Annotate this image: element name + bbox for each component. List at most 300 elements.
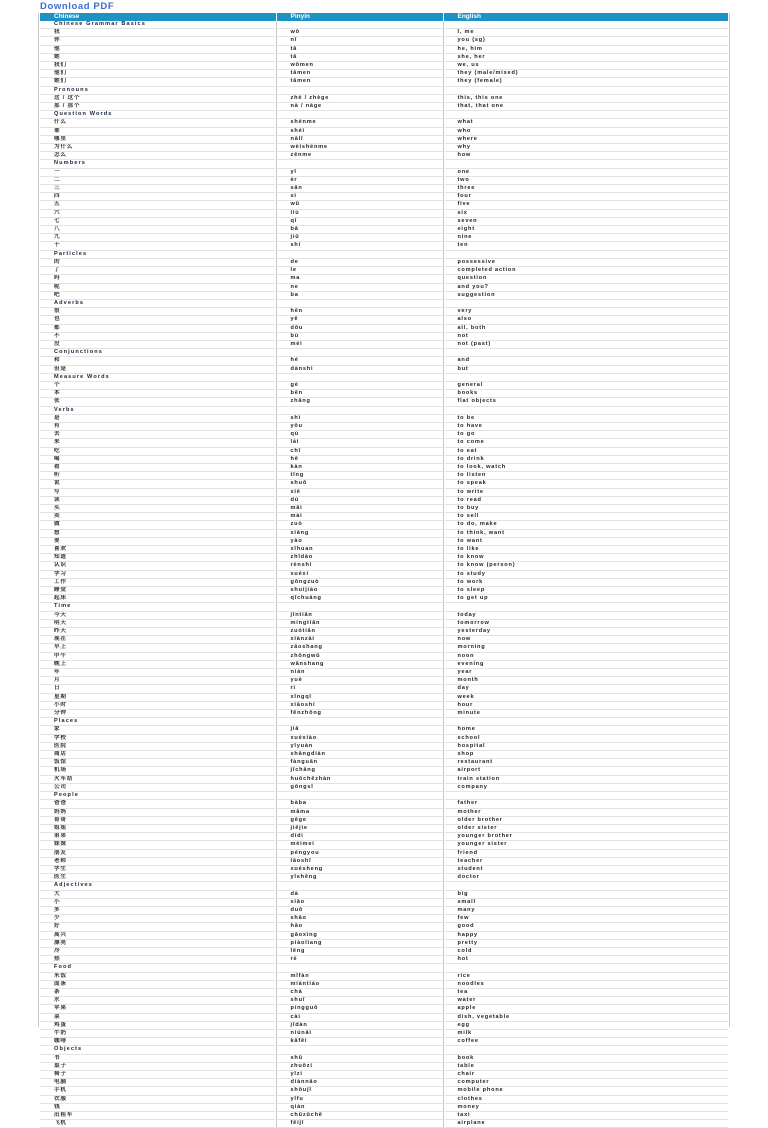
pinyin-cell: fēnzhōng xyxy=(276,710,443,718)
table-row xyxy=(40,86,728,94)
header-row xyxy=(40,13,728,21)
english-cell: not (past) xyxy=(443,340,728,348)
table-row xyxy=(40,217,728,225)
pinyin-cell: wèishénme xyxy=(276,144,443,152)
chinese-cell: 菜 xyxy=(40,1013,276,1021)
chinese-cell: 昨天 xyxy=(40,628,276,636)
pinyin-cell: yīyuàn xyxy=(276,742,443,750)
table-row xyxy=(40,546,728,554)
table-row xyxy=(40,422,728,430)
english-cell: what xyxy=(443,119,728,127)
chinese-cell: 朋友 xyxy=(40,849,276,857)
english-cell: to know xyxy=(443,554,728,562)
english-cell: you (sg) xyxy=(443,37,728,45)
pinyin-cell: cài xyxy=(276,1013,443,1021)
chinese-cell: 睡觉 xyxy=(40,587,276,595)
pinyin-cell xyxy=(276,373,443,381)
english-cell: ten xyxy=(443,242,728,250)
pinyin-cell: tā xyxy=(276,45,443,53)
table-row xyxy=(40,931,728,939)
english-cell: now xyxy=(443,636,728,644)
pinyin-cell: diànnǎo xyxy=(276,1079,443,1087)
chinese-cell: 为什么 xyxy=(40,144,276,152)
pinyin-cell: dōu xyxy=(276,324,443,332)
english-cell: seven xyxy=(443,217,728,225)
pinyin-cell: zhōngwǔ xyxy=(276,652,443,660)
table-row xyxy=(40,275,728,283)
table-row xyxy=(40,906,728,914)
english-cell: to work xyxy=(443,578,728,586)
table-row xyxy=(40,78,728,86)
table-row xyxy=(40,1046,728,1054)
pinyin-cell: bàba xyxy=(276,800,443,808)
pinyin-cell: yī xyxy=(276,168,443,176)
chinese-cell: 吗 xyxy=(40,275,276,283)
english-cell: possessive xyxy=(443,258,728,266)
pinyin-cell: xǐhuan xyxy=(276,546,443,554)
chinese-cell: 学校 xyxy=(40,734,276,742)
english-cell: company xyxy=(443,783,728,791)
pinyin-cell xyxy=(276,299,443,307)
pinyin-cell: tāmen xyxy=(276,78,443,86)
chinese-cell: 三 xyxy=(40,185,276,193)
chinese-cell: 的 xyxy=(40,258,276,266)
table-row xyxy=(40,381,728,389)
english-cell: three xyxy=(443,185,728,193)
pinyin-cell: yǒu xyxy=(276,422,443,430)
table-row xyxy=(40,152,728,160)
chinese-cell: 学生 xyxy=(40,865,276,873)
pinyin-cell: jiā xyxy=(276,726,443,734)
chinese-cell: 本 xyxy=(40,390,276,398)
english-cell: hot xyxy=(443,956,728,964)
english-cell: small xyxy=(443,898,728,906)
table-row xyxy=(40,554,728,562)
pinyin-cell: qǐchuáng xyxy=(276,595,443,603)
chinese-cell: 饭馆 xyxy=(40,759,276,767)
table-row xyxy=(40,808,728,816)
chinese-cell: 要 xyxy=(40,537,276,545)
pinyin-cell xyxy=(276,21,443,29)
chinese-cell: Adverbs xyxy=(40,299,276,307)
chinese-cell: 中午 xyxy=(40,652,276,660)
english-cell: friend xyxy=(443,849,728,857)
pinyin-cell: wǒmen xyxy=(276,62,443,70)
english-cell: pretty xyxy=(443,939,728,947)
english-cell: who xyxy=(443,127,728,135)
english-cell: to look, watch xyxy=(443,463,728,471)
table-row xyxy=(40,562,728,570)
chinese-cell: 钱 xyxy=(40,1103,276,1111)
english-cell: month xyxy=(443,677,728,685)
table-row xyxy=(40,226,728,234)
table-row xyxy=(40,201,728,209)
chinese-cell: 公司 xyxy=(40,783,276,791)
english-cell xyxy=(443,882,728,890)
pinyin-cell xyxy=(276,882,443,890)
chinese-cell: 什么 xyxy=(40,119,276,127)
english-cell: to study xyxy=(443,570,728,578)
pinyin-cell: yǐzi xyxy=(276,1071,443,1079)
table-row xyxy=(40,1079,728,1087)
pinyin-cell xyxy=(276,792,443,800)
table-row xyxy=(40,980,728,988)
pinyin-cell: ne xyxy=(276,283,443,291)
table-row xyxy=(40,603,728,611)
table-row xyxy=(40,209,728,217)
pinyin-cell xyxy=(276,603,443,611)
chinese-cell: 六 xyxy=(40,209,276,217)
table-header xyxy=(40,13,728,21)
pinyin-cell: qī xyxy=(276,217,443,225)
table-row xyxy=(40,406,728,414)
table-row xyxy=(40,923,728,931)
table-row xyxy=(40,1005,728,1013)
pinyin-cell: māma xyxy=(276,808,443,816)
chinese-cell: 听 xyxy=(40,472,276,480)
table-row xyxy=(40,21,728,29)
english-cell: all, both xyxy=(443,324,728,332)
table-row xyxy=(40,258,728,266)
pinyin-cell: hé xyxy=(276,357,443,365)
pinyin-cell: xuéxiào xyxy=(276,734,443,742)
chinese-cell: 我 xyxy=(40,29,276,37)
chinese-cell: 姐姐 xyxy=(40,824,276,832)
chinese-cell: 呢 xyxy=(40,283,276,291)
pinyin-cell xyxy=(276,111,443,119)
table-row xyxy=(40,595,728,603)
pinyin-cell: shì xyxy=(276,414,443,422)
chinese-cell: 吃 xyxy=(40,447,276,455)
table-row xyxy=(40,874,728,882)
chinese-cell: 没 xyxy=(40,340,276,348)
pinyin-cell: gōngsī xyxy=(276,783,443,791)
chinese-cell: 你 xyxy=(40,37,276,45)
table-row xyxy=(40,956,728,964)
table-row xyxy=(40,349,728,357)
table-row xyxy=(40,619,728,627)
pinyin-cell: zǎoshang xyxy=(276,644,443,652)
chinese-cell: 日 xyxy=(40,685,276,693)
pinyin-cell: rènshi xyxy=(276,562,443,570)
english-cell: computer xyxy=(443,1079,728,1087)
english-cell: we, us xyxy=(443,62,728,70)
table-row xyxy=(40,332,728,340)
pinyin-cell: xīngqī xyxy=(276,693,443,701)
english-cell: school xyxy=(443,734,728,742)
english-cell: this, this one xyxy=(443,94,728,102)
english-cell: minute xyxy=(443,710,728,718)
english-cell: older sister xyxy=(443,824,728,832)
table-row xyxy=(40,340,728,348)
table-row xyxy=(40,898,728,906)
chinese-cell: 衣服 xyxy=(40,1095,276,1103)
chinese-cell: 四 xyxy=(40,193,276,201)
table-row xyxy=(40,316,728,324)
table-row xyxy=(40,1029,728,1037)
chinese-cell: Pronouns xyxy=(40,86,276,94)
chinese-cell: 火车站 xyxy=(40,775,276,783)
table-row xyxy=(40,1095,728,1103)
chinese-cell: 七 xyxy=(40,217,276,225)
pinyin-cell: rè xyxy=(276,956,443,964)
english-cell xyxy=(443,406,728,414)
chinese-cell: 一 xyxy=(40,168,276,176)
pinyin-cell: sì xyxy=(276,193,443,201)
english-cell: dish, vegetable xyxy=(443,1013,728,1021)
chinese-cell: 吧 xyxy=(40,291,276,299)
chinese-cell: 妈妈 xyxy=(40,808,276,816)
english-cell xyxy=(443,111,728,119)
pinyin-cell: liù xyxy=(276,209,443,217)
pinyin-cell: míngtiān xyxy=(276,619,443,627)
pinyin-cell: shū xyxy=(276,1054,443,1062)
pinyin-cell: xiǎo xyxy=(276,898,443,906)
pinyin-cell xyxy=(276,406,443,414)
table-row xyxy=(40,841,728,849)
chinese-cell: 学习 xyxy=(40,570,276,578)
english-cell xyxy=(443,373,728,381)
table-row xyxy=(40,119,728,127)
chinese-cell: 看 xyxy=(40,463,276,471)
pinyin-cell: chūzūchē xyxy=(276,1112,443,1120)
table-row xyxy=(40,463,728,471)
table-row xyxy=(40,94,728,102)
table-row xyxy=(40,882,728,890)
english-cell: to speak xyxy=(443,480,728,488)
english-cell: question xyxy=(443,275,728,283)
english-cell: to eat xyxy=(443,447,728,455)
english-cell xyxy=(443,250,728,258)
table-row xyxy=(40,537,728,545)
chinese-cell: 知道 xyxy=(40,554,276,562)
english-cell: clothes xyxy=(443,1095,728,1103)
table-row xyxy=(40,816,728,824)
table-row xyxy=(40,529,728,537)
pinyin-cell: duō xyxy=(276,906,443,914)
pinyin-cell: tā xyxy=(276,53,443,61)
english-cell: mobile phone xyxy=(443,1087,728,1095)
english-cell: to have xyxy=(443,422,728,430)
table-row xyxy=(40,176,728,184)
chinese-cell: Food xyxy=(40,964,276,972)
chinese-cell: 不 xyxy=(40,332,276,340)
table-row xyxy=(40,447,728,455)
english-cell: water xyxy=(443,997,728,1005)
english-cell: today xyxy=(443,611,728,619)
pinyin-cell: mài xyxy=(276,513,443,521)
chinese-cell: 分钟 xyxy=(40,710,276,718)
header-english: English xyxy=(443,13,728,21)
chinese-cell: 卖 xyxy=(40,513,276,521)
table-row xyxy=(40,513,728,521)
english-cell: train station xyxy=(443,775,728,783)
english-cell: taxi xyxy=(443,1112,728,1120)
table-row xyxy=(40,1112,728,1120)
chinese-cell: 大 xyxy=(40,890,276,898)
pinyin-cell xyxy=(276,964,443,972)
chinese-cell: 想 xyxy=(40,529,276,537)
chinese-cell: 谁 xyxy=(40,127,276,135)
table-row xyxy=(40,578,728,586)
pinyin-cell: wǎnshang xyxy=(276,660,443,668)
pinyin-cell: běn xyxy=(276,390,443,398)
chinese-cell: 来 xyxy=(40,439,276,447)
english-cell: hospital xyxy=(443,742,728,750)
english-cell: tea xyxy=(443,988,728,996)
pinyin-cell: mǐfàn xyxy=(276,972,443,980)
table-row xyxy=(40,628,728,636)
english-cell: but xyxy=(443,365,728,373)
pinyin-cell: huǒchēzhàn xyxy=(276,775,443,783)
english-cell: how xyxy=(443,152,728,160)
pinyin-cell: shǎo xyxy=(276,915,443,923)
chinese-cell: 八 xyxy=(40,226,276,234)
table-row xyxy=(40,849,728,857)
chinese-cell: People xyxy=(40,792,276,800)
pinyin-cell: dìdi xyxy=(276,833,443,841)
table-row xyxy=(40,521,728,529)
pinyin-cell: wǒ xyxy=(276,29,443,37)
english-cell: teacher xyxy=(443,857,728,865)
english-cell: to want xyxy=(443,537,728,545)
pinyin-cell: dà xyxy=(276,890,443,898)
table-row xyxy=(40,1062,728,1070)
table-row xyxy=(40,193,728,201)
english-cell: to drink xyxy=(443,455,728,463)
chinese-cell: 她 xyxy=(40,53,276,61)
pinyin-cell: yě xyxy=(276,316,443,324)
table-row xyxy=(40,939,728,947)
english-cell: airplane xyxy=(443,1120,728,1128)
vocabulary-sheet xyxy=(38,13,730,1127)
table-row xyxy=(40,988,728,996)
pinyin-cell: shuǐ xyxy=(276,997,443,1005)
pinyin-cell: shuìjiào xyxy=(276,587,443,595)
chinese-cell: 月 xyxy=(40,677,276,685)
chinese-cell: 多 xyxy=(40,906,276,914)
english-cell: cold xyxy=(443,947,728,955)
english-cell: not xyxy=(443,332,728,340)
english-cell: two xyxy=(443,176,728,184)
table-row xyxy=(40,759,728,767)
pinyin-cell: tīng xyxy=(276,472,443,480)
pinyin-cell: zhè / zhège xyxy=(276,94,443,102)
pinyin-cell: píngguǒ xyxy=(276,1005,443,1013)
table-row xyxy=(40,742,728,750)
chinese-cell: 出租车 xyxy=(40,1112,276,1120)
english-cell: coffee xyxy=(443,1038,728,1046)
english-cell: morning xyxy=(443,644,728,652)
pinyin-cell: shénme xyxy=(276,119,443,127)
pinyin-cell: xuéxí xyxy=(276,570,443,578)
pinyin-cell: dú xyxy=(276,496,443,504)
table-row xyxy=(40,890,728,898)
chinese-cell: 椅子 xyxy=(40,1071,276,1079)
table-row xyxy=(40,324,728,332)
table-row xyxy=(40,660,728,668)
table-row xyxy=(40,267,728,275)
chinese-cell: 年 xyxy=(40,669,276,677)
pinyin-cell: jiějie xyxy=(276,824,443,832)
english-cell: to know (person) xyxy=(443,562,728,570)
chinese-cell: 老师 xyxy=(40,857,276,865)
table-row xyxy=(40,62,728,70)
pinyin-cell: ma xyxy=(276,275,443,283)
chinese-cell: 现在 xyxy=(40,636,276,644)
table-row xyxy=(40,431,728,439)
english-cell: mother xyxy=(443,808,728,816)
download-pdf-link[interactable]: Download PDF xyxy=(40,1,115,12)
english-cell xyxy=(443,349,728,357)
pinyin-cell: jīdàn xyxy=(276,1021,443,1029)
chinese-cell: 医生 xyxy=(40,874,276,882)
table-row xyxy=(40,636,728,644)
english-cell xyxy=(443,86,728,94)
english-cell: very xyxy=(443,308,728,316)
table-row xyxy=(40,488,728,496)
english-cell: they (male/mixed) xyxy=(443,70,728,78)
table-row xyxy=(40,792,728,800)
table-row xyxy=(40,734,728,742)
table-row xyxy=(40,611,728,619)
pinyin-cell: ba xyxy=(276,291,443,299)
english-cell: many xyxy=(443,906,728,914)
english-cell: to sell xyxy=(443,513,728,521)
pinyin-cell: yīshēng xyxy=(276,874,443,882)
pinyin-cell: nǐ xyxy=(276,37,443,45)
table-row xyxy=(40,1013,728,1021)
chinese-cell: Verbs xyxy=(40,406,276,414)
table-row xyxy=(40,135,728,143)
chinese-cell: 有 xyxy=(40,422,276,430)
pinyin-cell: hǎo xyxy=(276,923,443,931)
table-row xyxy=(40,455,728,463)
chinese-cell: 去 xyxy=(40,431,276,439)
chinese-cell: 他 xyxy=(40,45,276,53)
table-row xyxy=(40,53,728,61)
pinyin-cell: xiǎoshí xyxy=(276,701,443,709)
chinese-cell: 热 xyxy=(40,956,276,964)
table-row xyxy=(40,127,728,135)
english-cell: few xyxy=(443,915,728,923)
table-row xyxy=(40,947,728,955)
chinese-cell: 少 xyxy=(40,915,276,923)
table-row xyxy=(40,865,728,873)
table-row xyxy=(40,775,728,783)
chinese-cell: 我们 xyxy=(40,62,276,70)
pinyin-cell: zuò xyxy=(276,521,443,529)
chinese-cell: 做 xyxy=(40,521,276,529)
chinese-cell: 喝 xyxy=(40,455,276,463)
chinese-cell: 那 / 那个 xyxy=(40,103,276,111)
table-row xyxy=(40,299,728,307)
table-row xyxy=(40,824,728,832)
table-row xyxy=(40,997,728,1005)
chinese-cell: 妹妹 xyxy=(40,841,276,849)
english-cell: I, me xyxy=(443,29,728,37)
pinyin-cell: shí xyxy=(276,242,443,250)
chinese-cell: 早上 xyxy=(40,644,276,652)
table-row xyxy=(40,1120,728,1128)
pinyin-cell: gè xyxy=(276,381,443,389)
english-cell: to come xyxy=(443,439,728,447)
table-row xyxy=(40,833,728,841)
english-cell: general xyxy=(443,381,728,389)
english-cell: year xyxy=(443,669,728,677)
english-cell: why xyxy=(443,144,728,152)
table-row xyxy=(40,291,728,299)
